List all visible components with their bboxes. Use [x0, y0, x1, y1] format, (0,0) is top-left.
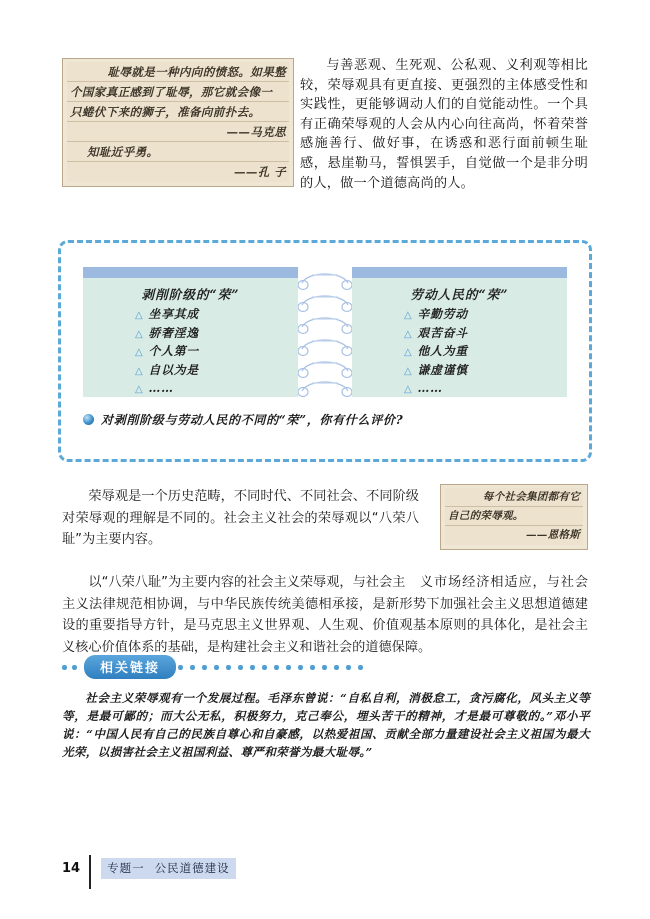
- triangle-bullet-icon: △: [135, 310, 144, 321]
- page-footer: [62, 858, 236, 878]
- notebook-right-page: [352, 267, 567, 397]
- quote-attribution-confucius: ——孔 子: [67, 162, 289, 182]
- list-item: [404, 325, 567, 344]
- triangle-bullet-icon: △: [135, 328, 144, 340]
- comparison-activity-box: [58, 240, 592, 462]
- related-links-body: [62, 689, 590, 761]
- related-links-header: [62, 655, 590, 679]
- quote-line: 自己的荣辱观。: [445, 507, 583, 526]
- notebook-left-list: [83, 306, 298, 399]
- related-links-badge: 相关链接: [84, 655, 176, 679]
- triangle-bullet-icon: △: [404, 347, 413, 358]
- quote-line: 个国家真正感到了耻辱，那它就会像一: [67, 82, 289, 102]
- triangle-bullet-icon: △: [404, 310, 413, 321]
- quote-card-marx-confucius: [62, 58, 294, 187]
- middle-paragraph-1: 荣辱观是一个历史范畴，不同时代、不同社会、不同阶级对荣辱观的理解是不同的。社会主义社会的荣辱观以“八荣八耻”为主要内容。: [62, 489, 419, 547]
- middle-paragraph-2-rest: 义市场经济相适应，与社会主义法律规范相协调，与中华民族传统美德相承接，是新形势下加强社会主义思想道德建设的重要指导方针，是马克思主义世界观、人生观、价值观基本原则的具体化，是社会主义核心价值体系的基础，是构建社会主义和谐社会的道德保障。: [62, 575, 588, 655]
- top-section: [0, 58, 650, 218]
- list-item: [135, 362, 298, 381]
- spiral-binding-icon: [298, 267, 352, 397]
- notebook-right-list: [352, 306, 567, 399]
- notebook-left-header-bar: [83, 267, 298, 278]
- question-bullet-icon: [83, 414, 94, 425]
- page-number: 14: [62, 860, 81, 876]
- middle-full-paragraph-block: [62, 572, 588, 658]
- list-item: [135, 380, 298, 399]
- footer-divider: [89, 855, 91, 889]
- middle-paragraph-2: [62, 572, 588, 658]
- list-item-label: 辛勤劳动: [417, 307, 468, 321]
- triangle-bullet-icon: △: [135, 365, 144, 377]
- list-item-label: 坐享其成: [148, 307, 199, 321]
- quote-attribution-marx: ——马克思: [67, 122, 289, 142]
- notebook-right-header-bar: [352, 267, 567, 278]
- notebook-left-page: [83, 267, 298, 397]
- list-item-label: 骄奢淫逸: [148, 325, 199, 340]
- triangle-bullet-icon: △: [135, 384, 144, 395]
- middle-left-paragraph-block: [62, 486, 419, 551]
- list-item-label: ……: [148, 381, 174, 395]
- list-item: [404, 362, 567, 381]
- list-item: [404, 306, 567, 325]
- quote-attribution-engels: ——恩格斯: [445, 526, 583, 545]
- list-item-label: 自以为是: [148, 362, 199, 377]
- related-links-section: [62, 655, 590, 761]
- list-item: [404, 343, 567, 362]
- list-item-label: 谦虚谨慎: [417, 362, 468, 377]
- notebook-left-title: 剥削阶级的“荣”: [141, 287, 240, 302]
- triangle-bullet-icon: △: [404, 365, 413, 377]
- notebook-graphic: [83, 267, 567, 397]
- quote-card-engels: [440, 484, 588, 550]
- triangle-bullet-icon: △: [404, 328, 413, 340]
- list-item-label: 个人第一: [148, 344, 199, 358]
- intro-paragraph-text: 与善恶观、生死观、公私观、义利观等相比较，荣辱观具有更直接、更强烈的主体感受性和实践性，更能够调动人们的自觉能动性。一个具有正确荣辱观的人会从内心向往高尚，怀着荣誉感施善行、做好事，在诱惑和恶行面前顿生耻感，悬崖勒马，誓惧罢手，自觉做一个是非分明的人，做一个道德高尚的人。: [300, 58, 588, 191]
- middle-paragraph-2-first-line: 以“八荣八耻”为主要内容的社会主义荣辱观，与社会主: [88, 575, 406, 590]
- triangle-bullet-icon: △: [135, 347, 144, 358]
- quote-line: 耻辱就是一种内向的愤怒。如果整: [67, 62, 289, 82]
- list-item-label: 他人为重: [417, 344, 468, 358]
- intro-paragraph-block: [300, 56, 588, 193]
- list-item: [404, 380, 567, 399]
- list-item-label: 艰苦奋斗: [417, 325, 468, 340]
- footer-running-head: [101, 858, 236, 879]
- list-item: [135, 343, 298, 362]
- footer-unit-label: 专题一: [107, 860, 145, 875]
- list-item-label: ……: [417, 381, 443, 395]
- quote-line: 只蜷伏下来的狮子，准备向前扑去。: [67, 102, 289, 122]
- related-links-text: 社会主义荣辱观有一个发展过程。毛泽东曾说：“自私自利，消极怠工，贪污腐化，风头主义等等，是最可鄙的；而大公无私，积极努力，克己奉公，埋头苦干的精神，才是最可尊敬的。”邓小平说：“中国人民有自己的民族自尊心和自豪感，以热爱祖国、贡献全部力量建设社会主义祖国为最大光荣，以损害社会主义祖国利益、尊严和荣誉为最大耻辱。”: [62, 691, 590, 759]
- notebook-right-title: 劳动人民的“荣”: [410, 287, 509, 302]
- list-item: [135, 306, 298, 325]
- notebook-left-body: [83, 278, 298, 397]
- quote-line: 每个社会集团都有它: [445, 488, 583, 507]
- notebook-right-body: [352, 278, 567, 397]
- list-item: [135, 325, 298, 344]
- footer-title-label: 公民道德建设: [154, 860, 230, 875]
- activity-question: [83, 411, 553, 428]
- triangle-bullet-icon: △: [404, 384, 413, 395]
- activity-question-text: 对剥削阶级与劳动人民的不同的“荣”，你有什么评价?: [101, 413, 404, 427]
- quote-line: 知耻近乎勇。: [67, 142, 289, 162]
